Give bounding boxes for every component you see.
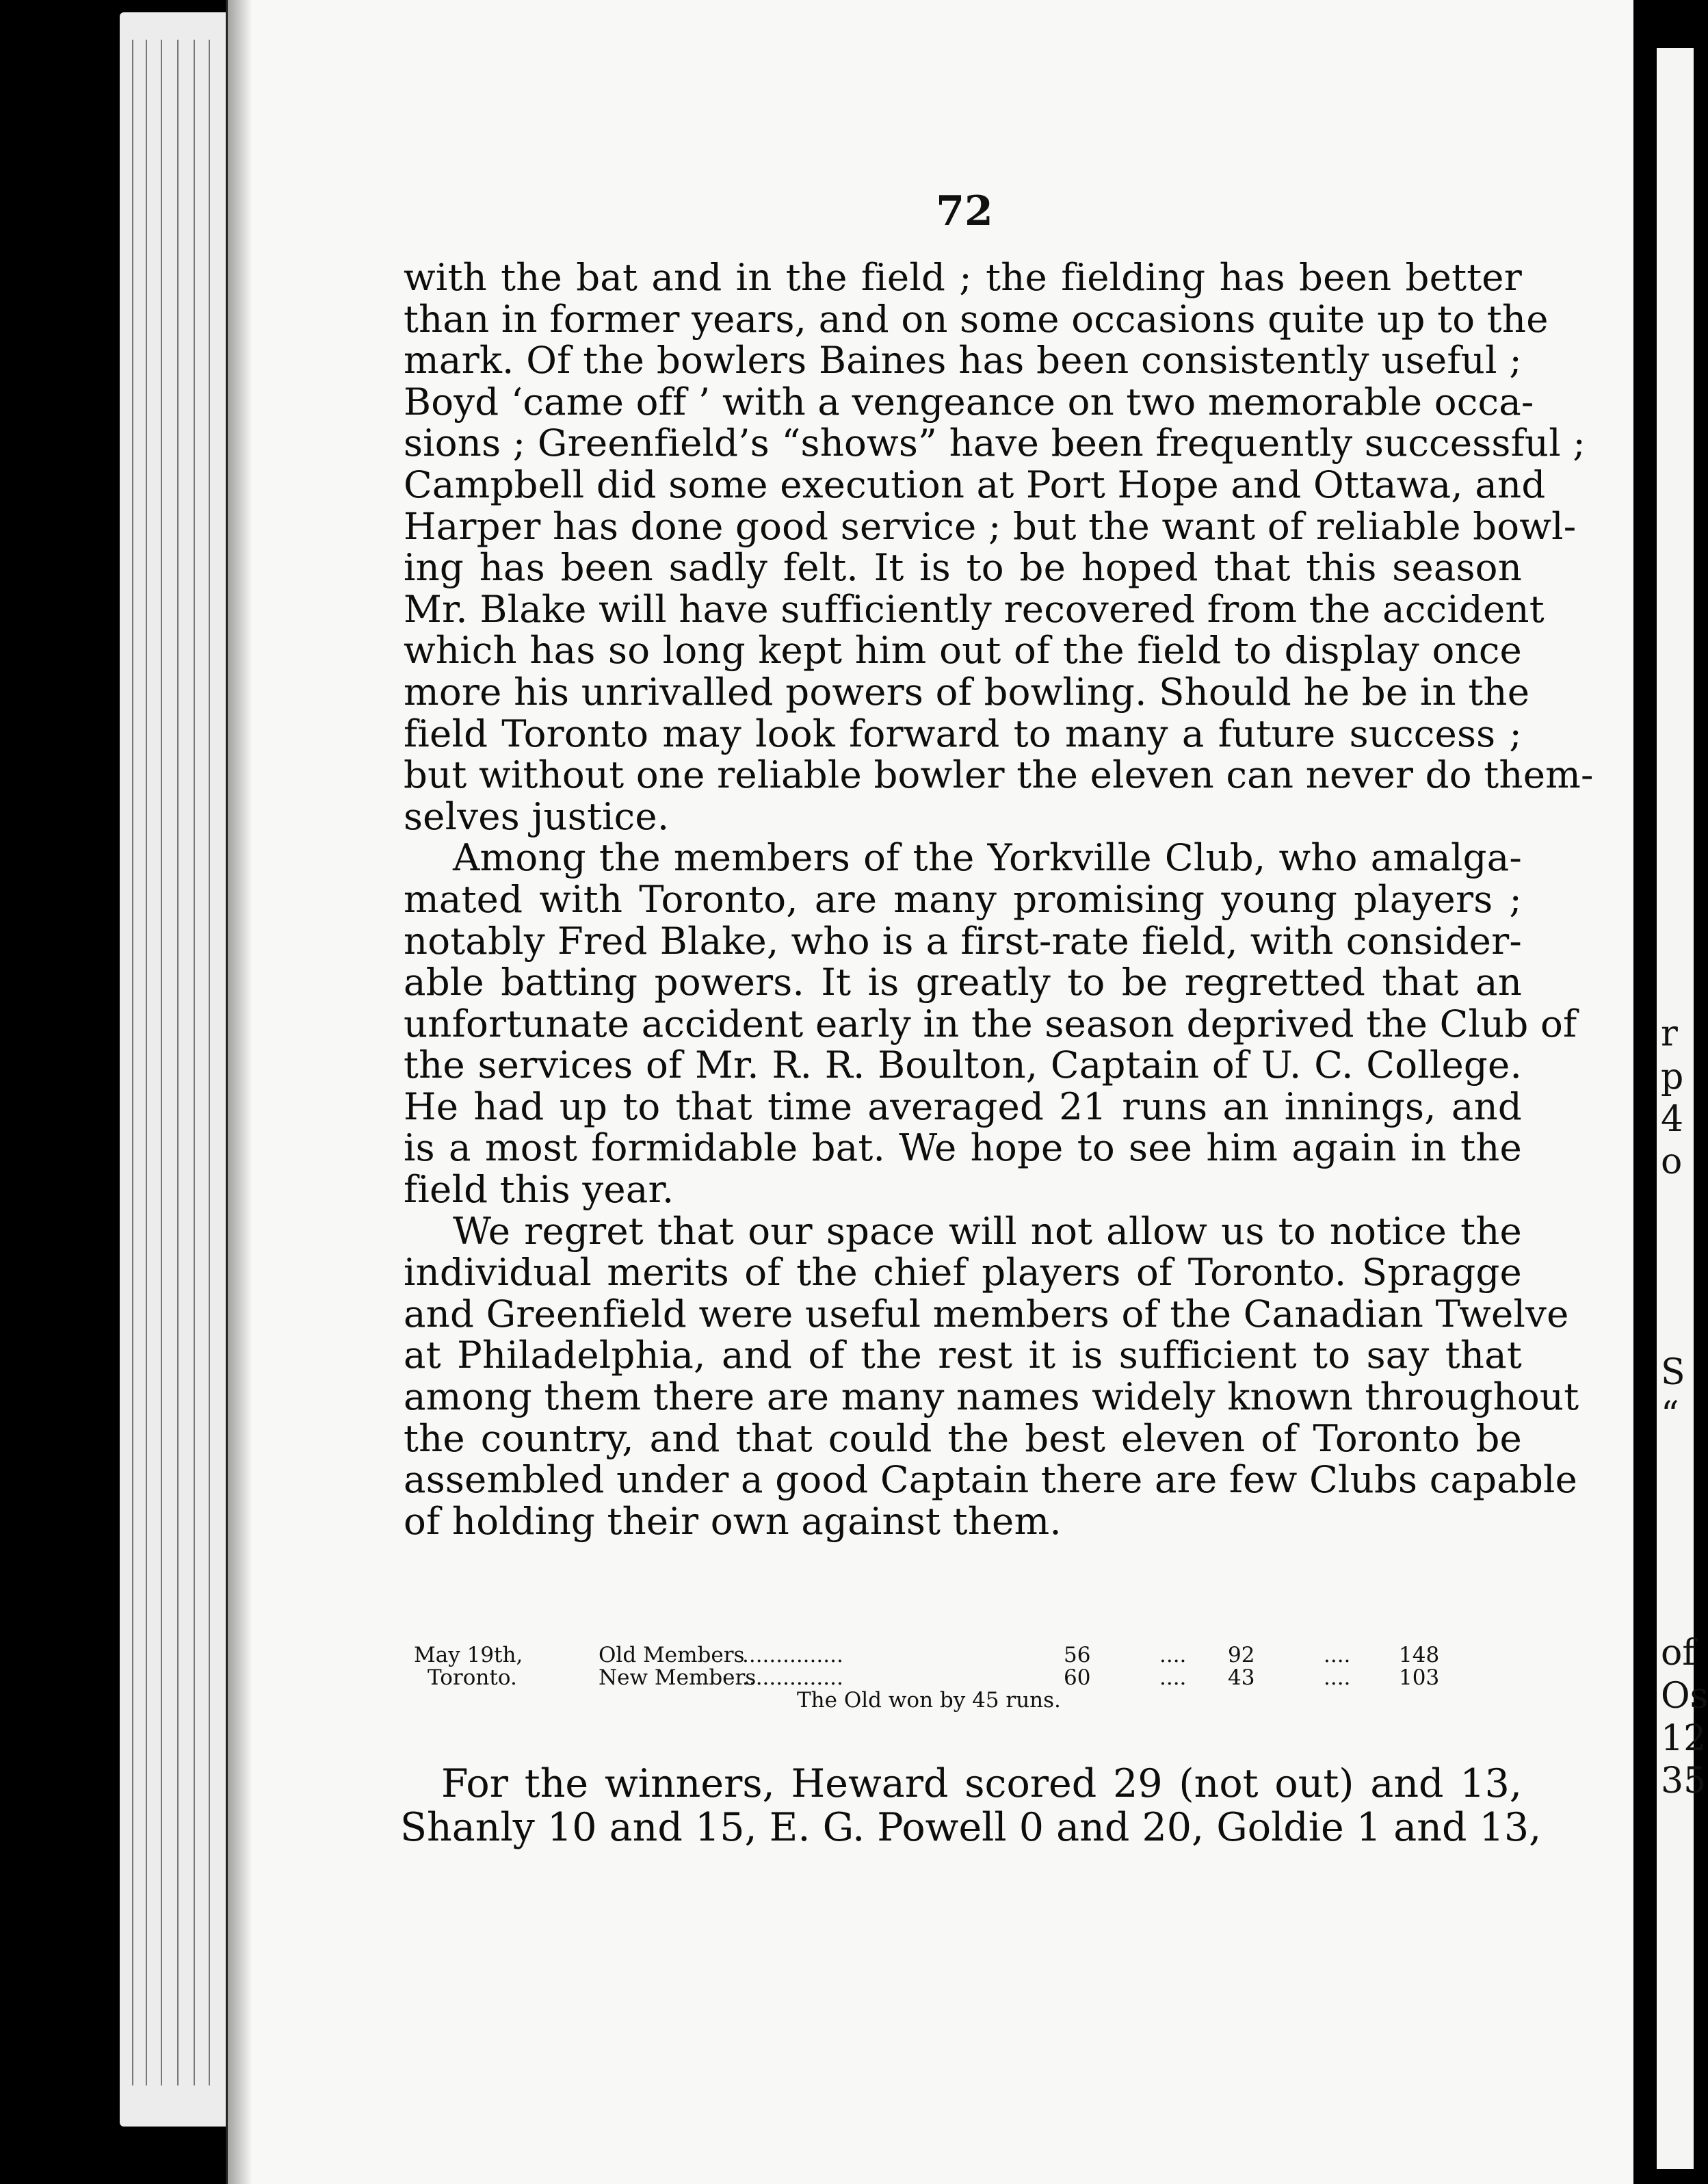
leader-dots: ...............: [742, 1643, 843, 1667]
leader-dots: ....: [1324, 1665, 1351, 1690]
text-line: the services of Mr. R. R. Boulton, Captain of U. C. College.: [404, 1043, 1522, 1087]
score-result-row: [414, 1689, 1515, 1712]
text-line: more his unrivalled powers of bowling. Should he be in the: [404, 669, 1530, 714]
score-row-new: [414, 1667, 1515, 1689]
text-line: field this year.: [404, 1167, 674, 1212]
text-line: We regret that our space will not allow us to notice the: [453, 1208, 1522, 1253]
fragment: 4: [1661, 1099, 1684, 1140]
leader-dots: ....: [1159, 1643, 1187, 1667]
score-row-old: [414, 1644, 1515, 1667]
text-line: Among the members of the Yorkville Club, who amalga-: [453, 835, 1522, 880]
text-line: with the bat and in the field ; the fielding has been better: [404, 255, 1522, 299]
text-line: among them there are many names widely known throughout: [404, 1375, 1579, 1419]
text-line: the country, and that could the best eleven of Toronto be: [404, 1416, 1522, 1460]
page-divider: [1636, 0, 1657, 2184]
text-line: mated with Toronto, are many promising young players ;: [404, 876, 1522, 921]
match-date: May 19th,: [414, 1643, 523, 1667]
fragment: 12: [1661, 1718, 1707, 1759]
text-line: assembled under a good Captain there are few Clubs capable: [404, 1457, 1578, 1502]
text-line: Shanly 10 and 15, E. G. Powell 0 and 20, Goldie 1 and 13,: [400, 1805, 1542, 1850]
fragment: “: [1661, 1394, 1679, 1435]
leader-dots: ....: [1159, 1665, 1187, 1690]
second-innings: 92: [1228, 1643, 1255, 1667]
score-table: [414, 1644, 1515, 1712]
text-line: ing has been sadly felt. It is to be hoped that this season: [404, 545, 1522, 590]
fragment: p: [1661, 1056, 1684, 1097]
text-line: individual merits of the chief players of Toronto. Spragge: [404, 1250, 1522, 1295]
text-line: unfortunate accident early in the season deprived the Club of: [404, 1001, 1577, 1045]
team-name: Old Members: [599, 1643, 745, 1667]
fragment: of: [1661, 1633, 1696, 1674]
total: 148: [1399, 1643, 1440, 1667]
text-line: than in former years, and on some occasions quite up to the: [404, 296, 1549, 341]
text-line: but without one reliable bowler the eleven can never do them-: [404, 753, 1594, 797]
text-line: selves justice.: [404, 794, 670, 838]
text-line: which has so long kept him out of the field to display once: [404, 628, 1522, 673]
team-name: New Members: [599, 1665, 757, 1690]
text-line: sions ; Greenfield’s “shows” have been frequently successful ;: [404, 421, 1586, 465]
body-text: [404, 255, 1594, 1543]
continuation-text: [400, 1761, 1542, 1850]
total: 103: [1399, 1665, 1440, 1690]
fragment: o: [1661, 1141, 1683, 1182]
first-innings: 56: [1064, 1643, 1091, 1667]
fragment: r: [1661, 1013, 1678, 1054]
page-number: 72: [936, 187, 993, 235]
text-line: of holding their own against them.: [404, 1498, 1062, 1543]
adjacent-page-fragment: [1657, 48, 1708, 2169]
text-line: at Philadelphia, and of the rest it is sufficient to say that: [404, 1333, 1522, 1377]
text-line: Campbell did some execution at Port Hope and Ottawa, and: [404, 462, 1546, 506]
text-line: notably Fred Blake, who is a first-rate field, with consider-: [404, 918, 1522, 963]
fragment: 35: [1661, 1760, 1707, 1802]
match-place: Toronto.: [428, 1665, 517, 1690]
text-line: Mr. Blake will have sufficiently recovered from the accident: [404, 586, 1545, 631]
leader-dots: ....: [1324, 1643, 1351, 1667]
text-line: able batting powers. It is greatly to be regretted that an: [404, 960, 1522, 1004]
first-innings: 60: [1064, 1665, 1091, 1690]
book-page-edges: [120, 12, 236, 2127]
leader-dots: ...............: [742, 1665, 843, 1690]
text-line: He had up to that time averaged 21 runs an innings, and: [404, 1084, 1522, 1128]
fragment: S: [1661, 1352, 1685, 1393]
text-line: and Greenfield were useful members of the Canadian Twelve: [404, 1291, 1569, 1336]
gutter-shadow: [228, 0, 252, 2184]
text-line: field Toronto may look forward to many a future success ;: [404, 711, 1522, 755]
text-line: For the winners, Heward scored 29 (not out) and 13,: [441, 1761, 1522, 1806]
text-line: Boyd ‘came off ’ with a vengeance on two memorable occa-: [404, 379, 1534, 424]
match-result: The Old won by 45 runs.: [797, 1688, 1061, 1713]
fragment: Os: [1661, 1676, 1708, 1717]
text-line: is a most formidable bat. We hope to see him again in the: [404, 1126, 1522, 1170]
second-innings: 43: [1228, 1665, 1255, 1690]
text-line: Harper has done good service ; but the want of reliable bowl-: [404, 504, 1577, 548]
text-line: mark. Of the bowlers Baines has been consistently useful ;: [404, 338, 1522, 382]
